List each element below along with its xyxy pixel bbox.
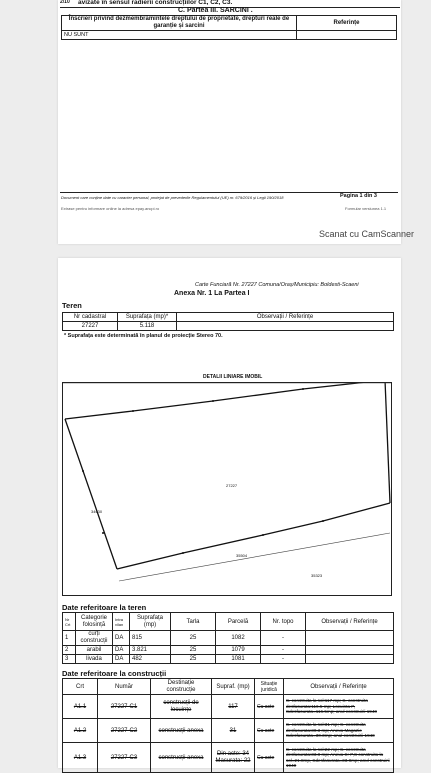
document-page-1 bbox=[58, 0, 401, 244]
constructii-title: Date referitoare la construcții bbox=[62, 669, 167, 678]
td-cell: 3.821 bbox=[130, 646, 171, 655]
td-h-tarla: Tarla bbox=[171, 613, 216, 631]
td-h-topo: Nr. topo bbox=[261, 613, 306, 631]
teren-title: Teren bbox=[62, 301, 82, 310]
stereo-note: * Suprafața este determinată în planul de proiecție Stereo 70. bbox=[64, 333, 223, 339]
constructii-table bbox=[62, 678, 394, 773]
td-cell: 1079 bbox=[216, 646, 261, 655]
tc-cell: A1.2 bbox=[63, 719, 98, 743]
tc-cell: construcții anexa bbox=[151, 719, 212, 743]
plan-drawing bbox=[63, 383, 391, 595]
plan-label-bottom: 35504 bbox=[236, 553, 248, 558]
table-row bbox=[63, 631, 394, 646]
table-row bbox=[63, 646, 394, 655]
tc-h-obs: Observații / Referințe bbox=[284, 679, 394, 695]
top-row-number: 2/10 bbox=[60, 0, 70, 5]
tc-cell: 27227-C2 bbox=[98, 719, 151, 743]
td-cell: 2 bbox=[63, 646, 76, 655]
sarcini-table bbox=[61, 15, 397, 40]
tc-h-suprafata: Supraf. (mp) bbox=[212, 679, 255, 695]
footer-note: Document care conține date cu caracter personal, protejat de prevederile Regulamentului (UE) nr. 679/2016 și Legii 190/2018 bbox=[61, 195, 284, 200]
td-h-intra: Intra vilan bbox=[113, 613, 130, 631]
tc-cell: Cu acte bbox=[255, 695, 284, 719]
td-cell bbox=[306, 655, 394, 664]
td-cell: 1 bbox=[63, 631, 76, 646]
teren-detail-table bbox=[62, 612, 394, 664]
top-fragment-text: avizate în sensul radierii construcțiilor C1, C2, C3. bbox=[78, 0, 233, 6]
table-row bbox=[63, 655, 394, 664]
parcel-bottom-edge bbox=[117, 503, 390, 569]
td-cell: DA bbox=[113, 655, 130, 664]
td-h-crt: Nr Crt bbox=[63, 613, 76, 631]
section-title: C. Partea III. SARCINI . bbox=[178, 7, 253, 14]
tc-cell: S. construita la sol:31 mp; S. construita desfasurata:30.3 mp; Anexa Magazie Sdesfasurata=30.3mp; anul construirii 1940 bbox=[284, 719, 394, 743]
tc-h-destinatie: Destinație construcție bbox=[151, 679, 212, 695]
tc-h-crt: Crt bbox=[63, 679, 98, 695]
scanner-label: Scanat cu CamScanner bbox=[319, 229, 415, 239]
teren-table bbox=[62, 312, 394, 331]
table-row bbox=[63, 695, 394, 719]
td-cell: 25 bbox=[171, 655, 216, 664]
tc-cell: Din acte: 34 Masurata: 22 bbox=[212, 743, 255, 773]
td-cell: - bbox=[261, 631, 306, 646]
sarcini-row-ref bbox=[297, 31, 397, 40]
sarcini-header-1: Înscrieri privind dezmembrămintele dreptului de proprietate, drepturi reale de garanție și sarcini bbox=[62, 16, 297, 31]
td-cell: 1082 bbox=[216, 631, 261, 646]
td-cell: arabil bbox=[76, 646, 113, 655]
td-cell bbox=[306, 631, 394, 646]
sarcini-row-value: NU SUNT bbox=[62, 31, 297, 40]
td-h-parcela: Parcelă bbox=[216, 613, 261, 631]
plan-box bbox=[62, 374, 392, 596]
td-cell: DA bbox=[113, 631, 130, 646]
table-row bbox=[63, 743, 394, 773]
tc-cell: 27227-C1 bbox=[98, 695, 151, 719]
td-h-categorie: Categorie folosință bbox=[76, 613, 113, 631]
table-row bbox=[63, 719, 394, 743]
teren-header-2: Suprafața (mp)* bbox=[118, 313, 177, 322]
td-cell: - bbox=[261, 655, 306, 664]
td-cell bbox=[306, 646, 394, 655]
teren-cell-suprafata: 5.118 bbox=[118, 322, 177, 331]
plan-label-left: 34630 bbox=[91, 509, 103, 514]
tc-cell: Cu acte bbox=[255, 719, 284, 743]
parcel-top-edge bbox=[65, 383, 385, 419]
parcel-left-edge bbox=[65, 419, 117, 569]
anexa-title: Anexa Nr. 1 La Partea I bbox=[174, 290, 250, 297]
tc-cell: 31 bbox=[212, 719, 255, 743]
tc-cell: construcții anexa bbox=[151, 743, 212, 773]
version-note: Formular versiunea 1.1 bbox=[345, 206, 387, 211]
tc-cell: construcții de locuințe bbox=[151, 695, 212, 719]
td-cell: 815 bbox=[130, 631, 171, 646]
td-cell: 25 bbox=[171, 631, 216, 646]
tc-cell: 117 bbox=[212, 695, 255, 719]
td-cell: curți construcții bbox=[76, 631, 113, 646]
teren-detail-title: Date referitoare la teren bbox=[62, 603, 147, 612]
td-cell: 482 bbox=[130, 655, 171, 664]
tc-h-situatie: Situație juridică bbox=[255, 679, 284, 695]
tc-cell: S. construita la sol:22 mp; S. construita desfasurata:33.8 mp; Anexa S+P,S construita la sol=21.8mp, Sdesfasurata=33.8mp; anul construirii 1940 bbox=[284, 743, 394, 773]
parcel-right-edge bbox=[385, 383, 390, 503]
td-cell: - bbox=[261, 646, 306, 655]
teren-cell-cadastral: 27227 bbox=[63, 322, 118, 331]
tc-cell: A1.1 bbox=[63, 695, 98, 719]
tc-cell: S. construita la sol:117 mp; S. construita desfasurata:116.5 mp; Locuinta P, Sdesfasurata=116.5mp; anul construirii 1940 bbox=[284, 695, 394, 719]
plan-label-center: 27227 bbox=[226, 483, 238, 488]
td-cell: DA bbox=[113, 646, 130, 655]
tc-cell: Cu acte bbox=[255, 743, 284, 773]
plan-title: DETALII LINIARE IMOBIL bbox=[203, 374, 263, 380]
td-h-suprafata: Suprafața (mp) bbox=[130, 613, 171, 631]
td-cell: 25 bbox=[171, 646, 216, 655]
teren-header-3: Observații / Referințe bbox=[177, 313, 394, 322]
tc-h-numar: Număr bbox=[98, 679, 151, 695]
page-label: Pagina 1 din 3 bbox=[340, 193, 377, 199]
document-page-2 bbox=[58, 258, 401, 768]
td-cell: livada bbox=[76, 655, 113, 664]
sarcini-header-2: Referințe bbox=[297, 16, 397, 31]
teren-header-1: Nr cadastral bbox=[63, 313, 118, 322]
teren-cell-obs bbox=[177, 322, 394, 331]
tc-cell: 27227-C3 bbox=[98, 743, 151, 773]
td-cell: 3 bbox=[63, 655, 76, 664]
td-cell: 1081 bbox=[216, 655, 261, 664]
plan-label-bottom-right: 35323 bbox=[311, 573, 323, 578]
extract-note: Extrase pentru informare online la adresa epay.ancpi.ro bbox=[61, 206, 160, 211]
tc-cell: A1.3 bbox=[63, 743, 98, 773]
cf-header: Carte Funciară Nr. 27227 Comuna/Oraș/Municipiu: Boldesti-Scaeni bbox=[195, 282, 359, 288]
td-h-obs: Observații / Referințe bbox=[306, 613, 394, 631]
